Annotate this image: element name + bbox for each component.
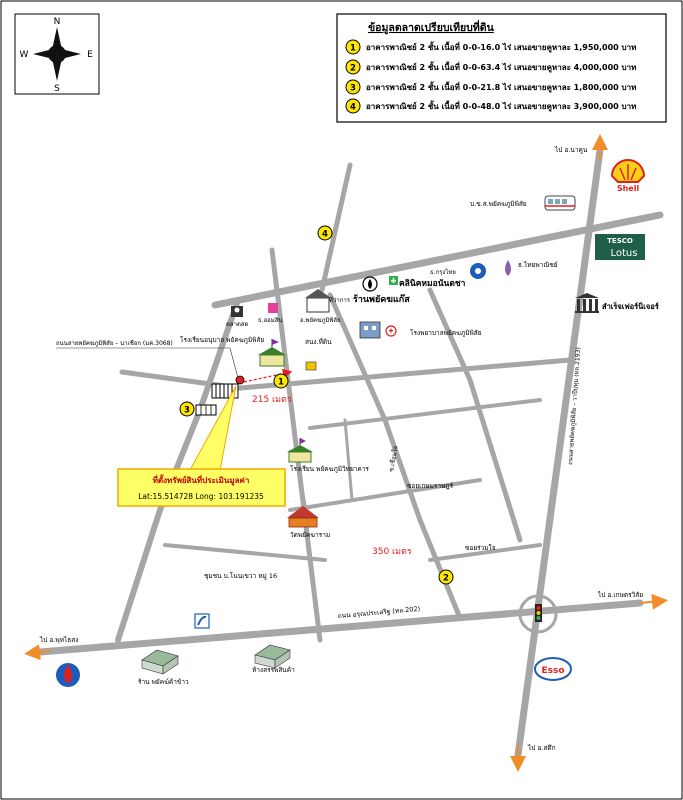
comparable-marker-3 xyxy=(180,402,194,416)
label-soi-ruam-jai: ซอยร่วมใจ xyxy=(465,544,496,552)
svg-text:อาคารพาณิชย์ 2 ชั้น เนื้อที่ 0: อาคารพาณิชย์ 2 ชั้น เนื้อที่ 0-0-48.0 ไร่ เสนอขายคูหาละ 3,900,000 บาท xyxy=(366,102,637,111)
tesco-lotus-logo xyxy=(595,234,645,260)
property-marker xyxy=(236,376,244,384)
label-community: ชุมชน บ.โนนเขวา หมู่ 16 xyxy=(204,572,278,580)
legend-item-3 xyxy=(346,80,636,94)
svg-text:2: 2 xyxy=(443,573,449,584)
label-scb: ธ.ไทยพาณิชย์ xyxy=(518,261,558,269)
label-shop-kaenkhong: ร้าน พยัคฆ์ค้าข้าว xyxy=(138,678,189,686)
label-road-nachueak: ถนนสายพยัคฆภูมิพิสัย – นาเชือก (มค.3068) xyxy=(56,340,173,347)
svg-text:3: 3 xyxy=(350,83,356,94)
property-title: ที่ตั้งทรัพย์สินที่ประเมินมูลค่า xyxy=(152,476,250,485)
compass-n: N xyxy=(53,17,61,27)
label-land-office: สนง.ที่ดิน xyxy=(305,338,332,346)
svg-text:4: 4 xyxy=(322,229,328,240)
krungthai-bank-icon xyxy=(470,263,486,279)
label-school-anuban: โรงเรียนอนุบาล พยัคฆภูมิพิสัย xyxy=(180,336,265,344)
distance-label-2: 350 เมตร xyxy=(372,547,412,557)
gas-shop-icon xyxy=(363,277,377,291)
label-krungthai: ธ.กรุงไทย xyxy=(430,269,456,276)
label-amphoe: อ.พยัคฆภูมิพิสัย xyxy=(300,317,341,324)
svg-text:1: 1 xyxy=(278,377,284,388)
label-wat: วัดพยัคฆาราม xyxy=(290,531,331,539)
district-office-icon xyxy=(305,289,331,312)
svg-text:อาคารพาณิชย์ 2 ชั้น เนื้อที่ 0: อาคารพาณิชย์ 2 ชั้น เนื้อที่ 0-0-63.4 ไร่ เสนอขายคูหาละ 4,000,000 บาท xyxy=(366,63,637,72)
compass-e: E xyxy=(87,50,93,60)
label-electric-store: สำเร็จเฟอร์นิเจอร์ xyxy=(602,302,659,311)
legend-item-2 xyxy=(346,60,636,74)
comparable-marker-1 xyxy=(274,374,288,388)
comparable-marker-4 xyxy=(318,226,332,240)
road-upper-diagonal xyxy=(215,215,660,305)
svg-text:Lotus: Lotus xyxy=(610,248,638,259)
property-coords: Lat:15.514728 Long: 103.191235 xyxy=(138,492,264,501)
label-omsin: ธ.ออมสิน xyxy=(258,317,283,324)
label-soi-chueng: ซ.เชื่อมใจ xyxy=(388,445,400,473)
label-to-satuek: ไป อ.สตึก xyxy=(528,744,556,752)
store-right-icon xyxy=(255,645,290,668)
legend-box xyxy=(337,14,666,122)
label-to-nakhu: ไป อ.นาคูน xyxy=(555,146,588,154)
svg-text:TESCO: TESCO xyxy=(607,237,633,245)
ptt-logo xyxy=(56,663,80,687)
school-wittayakan-icon xyxy=(287,438,313,462)
compass-w: W xyxy=(19,50,29,60)
label-clinic: คลินิคหมอนันตชา xyxy=(399,279,466,289)
property-callout xyxy=(118,469,285,506)
svg-text:Esso: Esso xyxy=(541,666,565,676)
shop-kaenkhong-icon xyxy=(142,650,178,674)
label-road-main: ถนน อรุณประเสริฐ (ทล.202) xyxy=(337,604,421,620)
svg-text:3: 3 xyxy=(184,405,190,416)
scb-bank-icon xyxy=(505,260,511,276)
label-to-kaset: ไป อ.เกษตรวิสัย xyxy=(598,591,644,599)
svg-text:2: 2 xyxy=(350,63,356,74)
gsb-bank-icon xyxy=(268,303,278,313)
svg-text:อาคารพาณิชย์ 2 ชั้น เนื้อที่ 0: อาคารพาณิชย์ 2 ชั้น เนื้อที่ 0-0-16.0 ไร่ เสนอขายคูหาละ 1,950,000 บาท xyxy=(366,43,637,52)
land-office-icon xyxy=(306,362,316,370)
market-icon xyxy=(231,306,243,317)
label-market: ตลาดสด xyxy=(226,321,249,328)
svg-text:4: 4 xyxy=(350,102,356,113)
esso-logo xyxy=(535,658,571,680)
label-bus-terminal: บ.ข.ส.พยัคฆภูมิพิสัย xyxy=(470,200,527,208)
shell-label: Shell xyxy=(616,184,640,193)
clinic-icon xyxy=(389,276,398,285)
distance-label-1: 215 เมตร xyxy=(252,395,292,405)
legend-item-4 xyxy=(346,99,636,113)
legend-item-1 xyxy=(346,40,636,54)
label-hospital: โรงพยาบาลพยัคฆภูมิพิสัย xyxy=(410,329,482,337)
compass-rose xyxy=(15,14,99,94)
label-gas-shop: ร้านพยัคฆแก๊ส xyxy=(353,295,410,305)
label-road-yang-talat: ถนนสายพยัคฆภูมิพิสัย – วาปีปทุม (ทล.2193) xyxy=(567,347,583,466)
comparable-3-buildings-icon xyxy=(196,405,216,415)
label-school-wittayakan: โรงเรียน พยัคฆภูมิวิทยาคาร xyxy=(290,465,369,473)
hospital-icon xyxy=(360,322,396,338)
svg-text:อาคารพาณิชย์ 2 ชั้น เนื้อที่ 0: อาคารพาณิชย์ 2 ชั้น เนื้อที่ 0-0-21.8 ไร่ เสนอขายคูหาละ 1,800,000 บาท xyxy=(366,83,637,92)
comparable-marker-2 xyxy=(439,570,453,584)
bank-icon-bottom xyxy=(195,614,209,628)
bus-icon xyxy=(545,196,575,210)
legend-title: ข้อมูลตลาดเปรียบเทียบที่ดิน xyxy=(368,22,494,34)
compass-s: S xyxy=(54,84,60,94)
label-to-phutthaisong: ไป อ.พุทไธสง xyxy=(40,636,79,644)
label-ti-kaan: ที่ว่าการ xyxy=(329,297,350,304)
shell-logo xyxy=(612,160,644,193)
label-store-right: ห้างสรรพสินค้า xyxy=(252,666,295,674)
svg-text:1: 1 xyxy=(350,43,356,54)
label-soi-kasemrat: ซอยเกษมราษฎร์ xyxy=(407,482,454,490)
property-callout-pointer xyxy=(190,386,236,470)
